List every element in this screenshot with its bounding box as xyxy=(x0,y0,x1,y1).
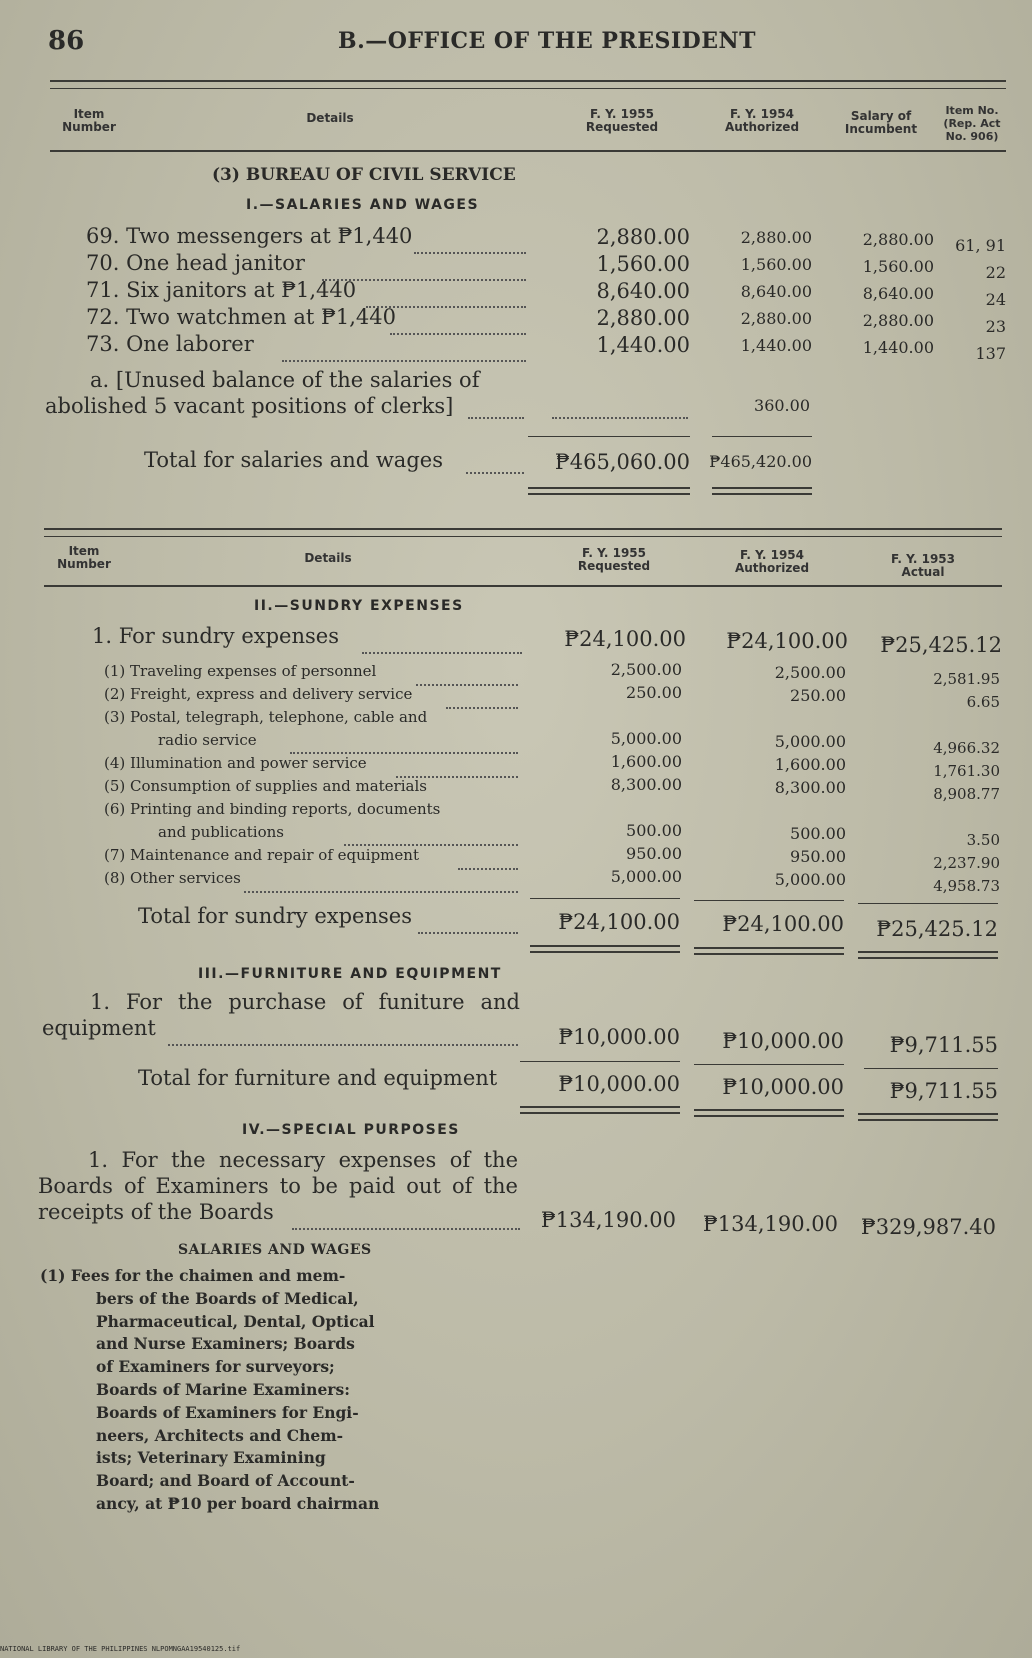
sundry-item-req: 1,600.00 xyxy=(610,752,682,771)
section-furniture: III.—FURNITURE AND EQUIPMENT xyxy=(198,966,502,982)
sundry-item-auth: 8,300.00 xyxy=(774,778,846,797)
sum-rule xyxy=(520,1061,680,1062)
top-rule-2 xyxy=(50,88,1006,89)
sundry-item-label: (4) Illumination and power service xyxy=(104,754,367,772)
leader-dots xyxy=(390,333,526,335)
special-item-req: ₱134,190.00 xyxy=(540,1208,676,1232)
salary-row-incumbent: 2,880.00 xyxy=(862,230,934,249)
salaries-subheading: SALARIES AND WAGES xyxy=(178,1242,372,1258)
sundry-item-act: 4,958.73 xyxy=(933,877,1000,895)
furniture-total-req: ₱10,000.00 xyxy=(558,1072,680,1096)
leader-dots xyxy=(468,417,524,419)
furniture-item-act: ₱9,711.55 xyxy=(889,1033,998,1057)
salary-row-incumbent: 8,640.00 xyxy=(862,284,934,303)
sundry-item-req: 5,000.00 xyxy=(610,729,682,748)
sundry-item-auth: 5,000.00 xyxy=(774,732,846,751)
section-salaries: I.—SALARIES AND WAGES xyxy=(246,197,480,213)
furniture-item-auth: ₱10,000.00 xyxy=(722,1029,844,1053)
sundry-item-req: 2,500.00 xyxy=(610,660,682,679)
leader-dots xyxy=(168,1044,518,1046)
sundry-item-auth: 250.00 xyxy=(790,686,846,705)
furniture-total-act: ₱9,711.55 xyxy=(889,1079,998,1103)
sum-rule xyxy=(528,436,690,437)
salary-row-label: 72. Two watchmen at ₱1,440 xyxy=(86,305,396,329)
sundry-item-label: (3) Postal, telegraph, telephone, cable and xyxy=(104,708,428,726)
leader-dots xyxy=(418,932,518,934)
fees-line: Pharmaceutical, Dental, Optical xyxy=(96,1311,375,1331)
sundry-item-req: 500.00 xyxy=(626,821,682,840)
total-salaries-auth: ₱465,420.00 xyxy=(709,452,812,471)
leader-dots xyxy=(244,891,518,893)
sum-rule xyxy=(712,436,812,437)
salary-row-auth: 8,640.00 xyxy=(740,282,812,301)
sundry-item-label-cont: and publications xyxy=(158,823,284,841)
sundry-item-act: 2,237.90 xyxy=(933,854,1000,872)
double-rule xyxy=(858,1113,998,1121)
leader-dots xyxy=(458,868,518,870)
sundry-item-req: 8,300.00 xyxy=(610,775,682,794)
sundry-item-act: 8,908.77 xyxy=(933,785,1000,803)
col2-details: Details xyxy=(304,551,352,565)
sundry-total-req: ₱24,100.00 xyxy=(558,910,680,934)
fees-line: bers of the Boards of Medical, xyxy=(96,1288,359,1308)
col-item-no: Item No. (Rep. Act No. 906) xyxy=(943,104,1001,143)
col-fy1954: F. Y. 1954 Authorized xyxy=(724,107,800,134)
bureau-title: (3) BUREAU OF CIVIL SERVICE xyxy=(212,165,516,185)
sum-rule xyxy=(694,1064,844,1065)
special-item-line-1: 1. For the necessary expenses of the xyxy=(88,1148,518,1172)
double-rule xyxy=(694,947,844,955)
sundry-item-act: 2,581.95 xyxy=(933,670,1000,688)
col2-fy1954: F. Y. 1954 Authorized xyxy=(734,548,810,575)
sum-rule xyxy=(858,903,998,904)
salary-row-label: 70. One head janitor xyxy=(86,251,305,275)
furniture-total-auth: ₱10,000.00 xyxy=(722,1075,844,1099)
fees-line: ancy, at ₱10 per board chairman xyxy=(96,1494,380,1513)
special-item-auth: ₱134,190.00 xyxy=(702,1212,838,1236)
sundry-main-act: ₱25,425.12 xyxy=(880,633,1002,657)
salary-row-label: 69. Two messengers at ₱1,440 xyxy=(86,224,413,248)
salary-row-label: 73. One laborer xyxy=(86,332,254,356)
sundry-item-auth: 1,600.00 xyxy=(774,755,846,774)
special-item-line-2: Boards of Examiners to be paid out of the xyxy=(38,1174,518,1198)
salary-row-req: 8,640.00 xyxy=(596,279,690,303)
double-rule xyxy=(530,945,680,953)
fees-line: Boards of Marine Examiners: xyxy=(96,1380,350,1399)
col2-item-number: Item Number xyxy=(57,544,111,571)
sundry-item-req: 950.00 xyxy=(626,844,682,863)
sundry-item-req: 5,000.00 xyxy=(610,867,682,886)
sundry-item-label: (6) Printing and binding reports, documents xyxy=(104,800,441,818)
salary-row-item-no: 23 xyxy=(985,317,1006,336)
col-item-number: Item Number xyxy=(62,107,116,134)
fees-line: ists; Veterinary Examining xyxy=(96,1448,326,1468)
sundry-item-label: (5) Consumption of supplies and materials xyxy=(104,777,427,795)
salary-row-incumbent: 1,440.00 xyxy=(862,338,934,357)
col-salary: Salary of Incumbent xyxy=(844,109,918,136)
sundry-main-auth: ₱24,100.00 xyxy=(726,629,848,653)
salary-row-req: 2,880.00 xyxy=(596,306,690,330)
salary-row-item-no: 22 xyxy=(985,263,1006,282)
salary-row-req: 2,880.00 xyxy=(596,225,690,249)
sundry-item-act: 3.50 xyxy=(966,831,1000,849)
leader-dots xyxy=(466,472,524,474)
sundry-item-label: (1) Traveling expenses of personnel xyxy=(104,662,377,680)
salary-row-req: 1,440.00 xyxy=(596,333,690,357)
col-fy1955: F. Y. 1955 Requested xyxy=(585,107,659,134)
salary-row-auth: 1,440.00 xyxy=(740,336,812,355)
table2-header-rule xyxy=(44,585,1002,587)
sundry-item-label-cont: radio service xyxy=(158,731,257,749)
special-item-line-3: receipts of the Boards xyxy=(38,1200,274,1224)
salary-row-req: 1,560.00 xyxy=(596,252,690,276)
salary-row-incumbent: 1,560.00 xyxy=(862,257,934,276)
page-number: 86 xyxy=(48,26,85,56)
sundry-item-label: (8) Other services xyxy=(104,869,241,887)
furniture-item-line-2: equipment xyxy=(42,1016,156,1040)
sundry-total-act: ₱25,425.12 xyxy=(876,917,998,941)
double-rule xyxy=(528,487,690,495)
double-rule xyxy=(694,1109,844,1117)
fees-line: Board; and Board of Account- xyxy=(96,1471,355,1491)
leader-dots xyxy=(446,707,518,709)
sundry-total-auth: ₱24,100.00 xyxy=(722,912,844,936)
double-rule xyxy=(858,951,998,959)
salary-row-auth: 2,880.00 xyxy=(740,309,812,328)
fees-line: Boards of Examiners for Engi- xyxy=(96,1402,359,1422)
sundry-item-req: 250.00 xyxy=(626,683,682,702)
sum-rule xyxy=(864,1068,998,1069)
sundry-item-auth: 950.00 xyxy=(790,847,846,866)
salary-row-auth: 2,880.00 xyxy=(740,228,812,247)
sum-rule xyxy=(694,900,844,901)
leader-dots xyxy=(282,360,526,362)
table2-top-rule-2 xyxy=(44,536,1002,537)
total-salaries-req: ₱465,060.00 xyxy=(554,450,690,474)
sundry-item-auth: 5,000.00 xyxy=(774,870,846,889)
unused-auth: 360.00 xyxy=(754,396,810,415)
sundry-item-label: (2) Freight, express and delivery service xyxy=(104,685,413,703)
fees-line: of Examiners for surveyors; xyxy=(96,1357,335,1377)
sundry-main-req: ₱24,100.00 xyxy=(564,627,686,651)
special-item-act: ₱329,987.40 xyxy=(860,1215,996,1239)
leader-dots xyxy=(292,1228,520,1230)
top-rule xyxy=(50,80,1006,82)
fees-line: (1) Fees for the chaimen and mem- xyxy=(40,1266,346,1285)
leader-dots xyxy=(362,652,522,654)
furniture-item-line-1: 1. For the purchase of funiture and xyxy=(90,990,520,1014)
header-rule xyxy=(50,150,1006,152)
scan-footer: NATIONAL LIBRARY OF THE PHILIPPINES NLPOMNGAA19540125.tif xyxy=(0,1645,241,1653)
salary-row-item-no: 61, 91 xyxy=(955,236,1006,255)
double-rule xyxy=(712,487,812,495)
salary-row-incumbent: 2,880.00 xyxy=(862,311,934,330)
salary-row-item-no: 24 xyxy=(985,290,1006,309)
salary-row-label: 71. Six janitors at ₱1,440 xyxy=(86,278,357,302)
section-special: IV.—SPECIAL PURPOSES xyxy=(242,1122,460,1138)
furniture-item-req: ₱10,000.00 xyxy=(558,1025,680,1049)
section-sundry: II.—SUNDRY EXPENSES xyxy=(254,598,464,614)
salary-row-auth: 1,560.00 xyxy=(740,255,812,274)
unused-line-1: a. [Unused balance of the salaries of xyxy=(90,368,480,392)
running-header: B.—OFFICE OF THE PRESIDENT xyxy=(338,28,757,54)
fees-line: neers, Architects and Chem- xyxy=(96,1425,344,1445)
furniture-total-label: Total for furniture and equipment xyxy=(138,1066,498,1090)
table2-top-rule xyxy=(44,528,1002,530)
col2-fy1953: F. Y. 1953 Actual xyxy=(890,552,955,579)
col-details: Details xyxy=(306,111,354,125)
leader-dots xyxy=(416,684,518,686)
sundry-item-act: 4,966.32 xyxy=(933,739,1000,757)
sundry-item-auth: 500.00 xyxy=(790,824,846,843)
sundry-total-label: Total for sundry expenses xyxy=(138,904,412,928)
sundry-item-act: 1,761.30 xyxy=(933,762,1000,780)
sundry-item-label: (7) Maintenance and repair of equipment xyxy=(104,846,419,864)
total-salaries-label: Total for salaries and wages xyxy=(144,448,443,472)
leader-dots xyxy=(414,252,526,254)
salary-row-item-no: 137 xyxy=(975,344,1006,363)
unused-line-2: abolished 5 vacant positions of clerks] xyxy=(45,394,454,418)
leader-dots xyxy=(552,417,688,419)
double-rule xyxy=(520,1106,680,1114)
fees-line: and Nurse Examiners; Boards xyxy=(96,1334,355,1354)
sundry-item-auth: 2,500.00 xyxy=(774,663,846,682)
sundry-main-label: 1. For sundry expenses xyxy=(92,624,339,648)
sundry-item-act: 6.65 xyxy=(966,693,1000,711)
sum-rule xyxy=(530,898,680,899)
col2-fy1955: F. Y. 1955 Requested xyxy=(577,546,651,573)
